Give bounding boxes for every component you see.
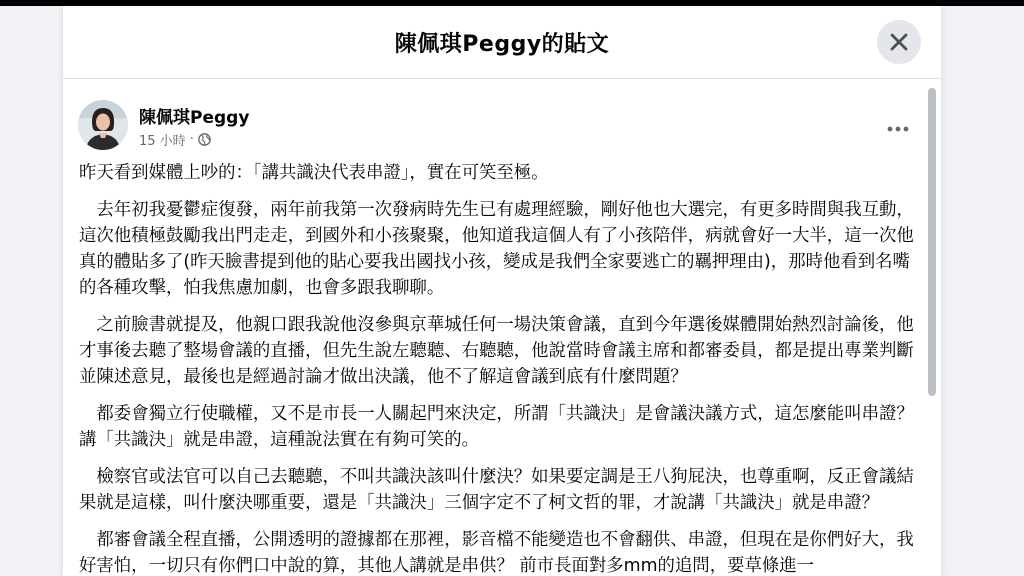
post-paragraph: 都委會獨立行使職權，又不是市長一人關起門來決定，所謂「共識決」是會議決議方式，這怎麼能叫串證？講「共識決」就是串證，這種說法實在有夠可笑的。 [79,404,914,450]
scrollbar[interactable] [927,86,937,566]
post-modal [63,6,941,576]
scrollbar-thumb[interactable] [928,88,936,396]
modal-header [63,6,941,79]
modal-title: 陳佩琪Peggy的貼文 [394,31,610,57]
more-options-button[interactable] [880,111,916,147]
avatar-photo [78,100,128,150]
post-header [78,99,918,155]
globe-icon [198,133,211,146]
post-timestamp[interactable]: 15 小時 [139,134,186,149]
close-button[interactable] [877,20,921,64]
post-paragraph: 昨天看到媒體上吵的：「講共識決代表串證」，實在可笑至極。 [79,163,549,183]
author-name[interactable]: 陳佩琪Peggy [139,108,250,128]
post-paragraph: 檢察官或法官可以自己去聽聽，不叫共識決該叫什麼決？如果要定調是王八狗屁決，也尊重啊，反正會議結果就是這樣，叫什麼決哪重要，還是「共識決」三個字定不了柯文哲的罪，才說講「共識決」就是串證？ [79,467,914,513]
more-horizontal-icon [887,126,909,132]
close-icon [889,32,909,52]
post-paragraph: 之前臉書就提及，他親口跟我說他沒參與京華城任何一場決策會議，直到今年選後媒體開始熱烈討論後，他才事後去聽了整場會議的直播，但先生說左聽聽、右聽聽，他說當時會議主席和都審委員，都是提出專業判斷並陳述意見，最後也是經過討論才做出決議，他不了解這會議到底有什麼問題？ [79,315,914,387]
avatar[interactable] [78,100,128,150]
post-paragraph: 去年初我憂鬱症復發，兩年前我第一次發病時先生已有處理經驗，剛好他也大選完，有更多時間與我互動，這次他積極鼓勵我出門走走，到國外和小孩聚聚，他知道我這個人有了小孩陪伴，病就會好一大半，這一次他真的體貼多了(昨天臉書提到他的貼心要我出國找小孩，變成是我們全家要逃亡的羈押理由)，那時他看到名嘴的各種攻擊，怕我焦慮加劇，也會多跟我聊聊。 [79,200,914,298]
post-body [79,160,925,576]
post-meta [139,130,211,149]
meta-separator: · [189,132,194,147]
post-scroll-area[interactable] [63,79,941,576]
post-paragraph: 都審會議全程直播，公開透明的證據都在那裡，影音檔不能變造也不會翻供、串證，但現在是你們好大，我好害怕，一切只有你們口中說的算，其他人講就是串供？ 前市長面對多mm的追問，要草條進一 [79,530,914,576]
